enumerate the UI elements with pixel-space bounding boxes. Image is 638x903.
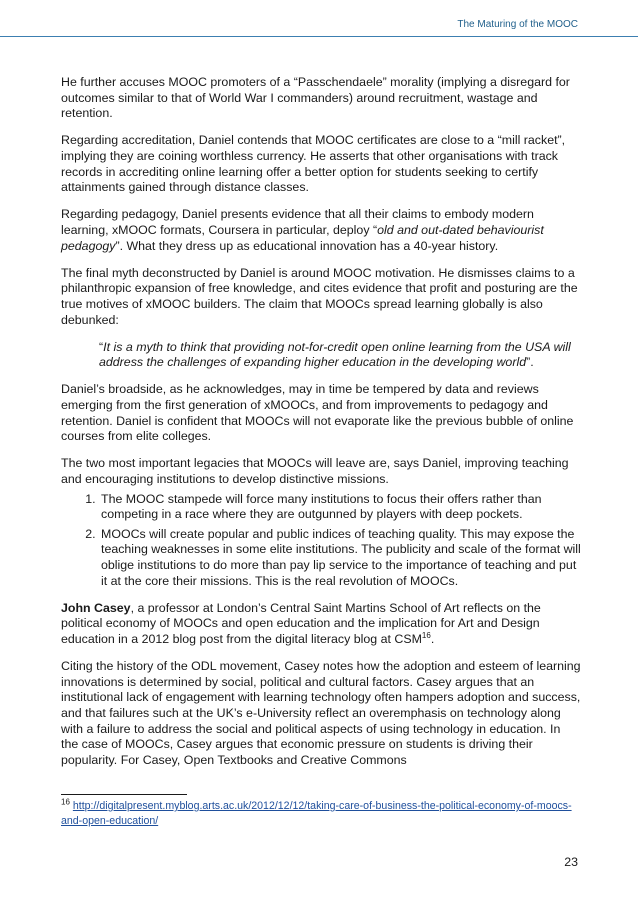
footnote-number: 16 <box>61 797 70 807</box>
page-header <box>0 0 638 38</box>
list-item: 1. The MOOC stampede will force many institutions to focus their offers rather than competing in a race where they are outgunned by players with deep pockets. <box>99 492 581 523</box>
header-title: The Maturing of the MOOC <box>457 19 578 30</box>
quote-text: It is a myth to think that providing not-for-credit open online learning from the USA will address the challenges of expanding higher education in the developing world <box>99 339 571 370</box>
paragraph-motivation: The final myth deconstructed by Daniel is around MOOC motivation. He dismisses claims to a philanthropic expansion of free knowledge, and cites evidence that profit and posturing are the true motives of xMOOC builders. The claim that MOOCs spread learning globally is also debunked: <box>61 265 578 327</box>
paragraph-pedagogy <box>61 207 581 254</box>
page-number: 23 <box>564 855 578 869</box>
list-item: 2. MOOCs will create popular and public indices of teaching quality. This may expose the teaching weaknesses in some elite institutions. The publicity and scale of the format will oblige institutions to do more than pay lip service to the importance of teaching and put it at the core their missions. This is the real revolution of MOOCs. <box>99 527 581 589</box>
casey-text: , a professor at London’s Central Saint Martins School of Art reflects on the political economy of MOOCs and open education and the implication for Art and Design education in a 2012 blog post from the digital literacy blog at CSM <box>61 600 541 646</box>
pedagogy-text-start: Regarding pedagogy, Daniel presents evidence that all their claims to embody modern learning, xMOOC formats, Coursera in particular, deploy “ <box>61 207 534 237</box>
author-name: John Casey <box>61 600 131 615</box>
body-text <box>61 75 581 780</box>
paragraph-legacies: The two most important legacies that MOOCs will leave are, says Daniel, improving teaching and encouraging institutions to develop distinctive missions. <box>61 456 569 487</box>
footnote-reference[interactable]: 16 <box>421 630 431 640</box>
paragraph-odl-history: Citing the history of the ODL movement, Casey notes how the adoption and esteem of learning innovations is determined by social, political and cultural factors. Casey argues that an institutional lack of engagement with learning technology often hampers adoption and success, and that failures such at the UK’s e-University reflect an overemphasis on technology along with a failure to address the social and political aspects of using technology in education. In the case of MOOCs, Casey argues that economic pressure on students is driving their popularity. For Casey, Open Textbooks and Creative Commons <box>61 659 581 767</box>
quote-close-mark: ”. <box>526 355 534 370</box>
quote-open-mark: “ <box>99 339 104 354</box>
pedagogy-text-end: ”. What they dress up as educational innovation has a 40-year history. <box>115 238 499 253</box>
pedagogy-italic-quote: old and out-dated behaviourist pedagogy <box>61 222 544 253</box>
paragraph-accreditation: Regarding accreditation, Daniel contends that MOOC certificates are close to a “mill racket”, implying they are coining worthless currency. He asserts that other organisations with track records in accrediting online learning offer a better option for students seeking to certify attainments gained through distance classes. <box>61 133 566 195</box>
footnote <box>61 799 581 828</box>
header-rule <box>0 36 638 37</box>
legacies-list <box>61 492 581 590</box>
footnote-divider <box>61 794 187 795</box>
paragraph-broadside: Daniel’s broadside, as he acknowledges, may in time be tempered by data and reviews emerging from the first generation of xMOOCs, and from improvements to pedagogy and retention. Daniel is confident that MOOCs will not evaporate like the previous bubble of online courses from elite colleges. <box>61 382 574 444</box>
footnote-link[interactable]: http://digitalpresent.myblog.arts.ac.uk/2012/12/12/taking-care-of-business-the-political-economy-of-moocs-and-open-education/ <box>61 800 572 827</box>
paragraph-passchendaele: He further accuses MOOC promoters of a “Passchendaele” morality (implying a disregard for outcomes similar to that of World War I commanders) around recruitment, wastage and retention. <box>61 75 570 121</box>
casey-text-end: . <box>430 631 435 646</box>
block-quote <box>99 340 581 371</box>
paragraph-john-casey <box>61 601 581 648</box>
